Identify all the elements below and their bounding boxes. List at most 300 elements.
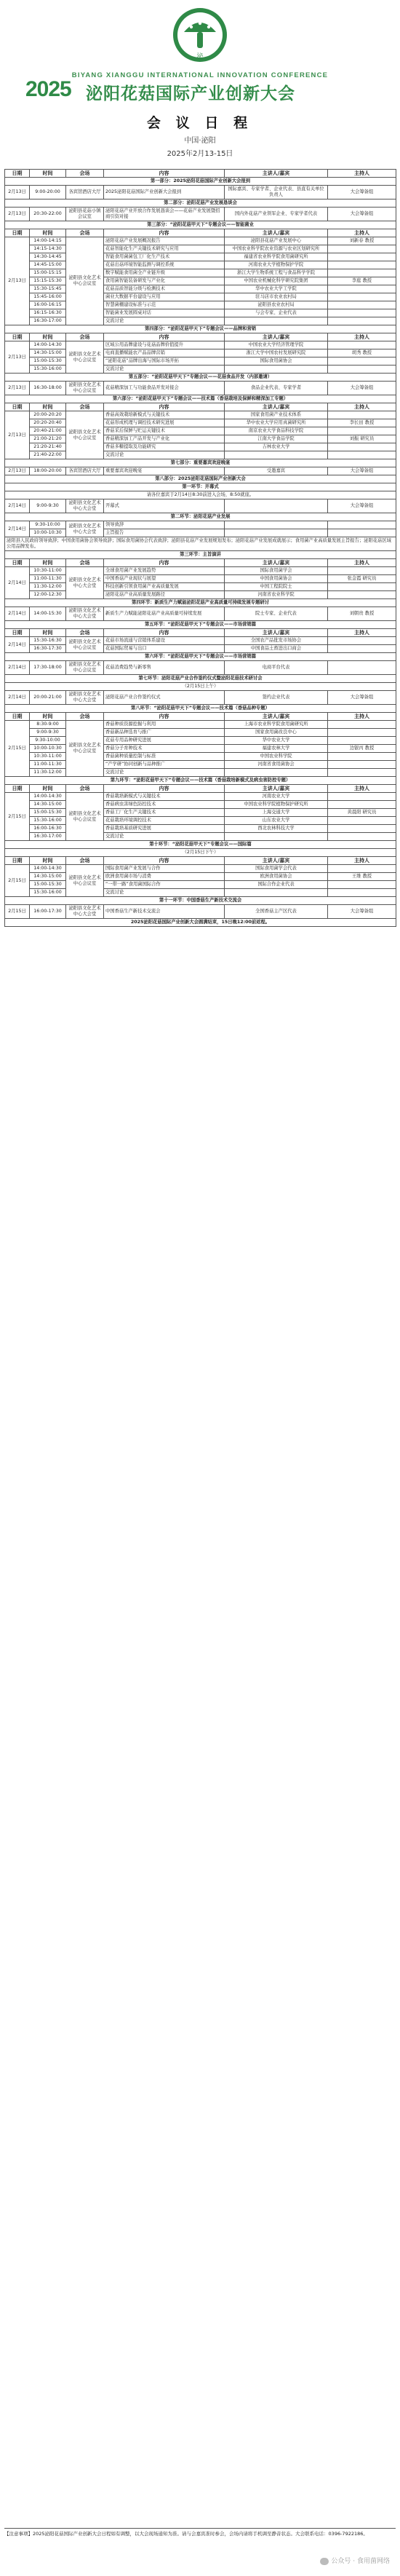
- table-row: [5, 443, 396, 451]
- content-cell: 香菇栽培基质研究进展: [104, 825, 225, 833]
- host-cell: 刘新春 教授: [328, 237, 396, 245]
- speaker-cell: 中国农业科学院植物保护研究所: [225, 801, 328, 809]
- venue-cell: 各宾馆酒店大厅: [66, 186, 104, 199]
- column-header: 会场: [66, 713, 104, 721]
- table-row: [5, 357, 396, 366]
- section-title-row: [5, 599, 396, 607]
- section-title-row: [5, 221, 396, 229]
- host-cell: 张金霞 研究员: [328, 575, 396, 583]
- column-header: 主讲人/嘉宾: [225, 857, 328, 865]
- section-title-row: [5, 199, 396, 208]
- section-title-row: [5, 919, 396, 927]
- content-cell: 主旨报告: [104, 529, 225, 537]
- column-header: 日期: [5, 629, 30, 637]
- time-cell: 21:40-22:00: [30, 451, 66, 459]
- section-title: 第十环节：“泌阳花菇甲天下”专题会议——国际篇: [5, 841, 396, 849]
- table-row: [5, 637, 396, 645]
- column-header: 会场: [66, 229, 104, 237]
- time-cell: 16:30-17:00: [30, 317, 66, 325]
- venue-cell: 泌阳县花菇小镇会议室: [66, 208, 104, 221]
- host-cell: [328, 881, 396, 889]
- content-cell: 泌阳花菇产业开放合作发展恳谈会——花菇产业发展暨招商引资对接: [104, 208, 225, 221]
- table-row: [5, 499, 396, 513]
- date-cell: 2月13日: [5, 382, 30, 395]
- section-title-row: [5, 705, 396, 713]
- time-cell: 15:30-16:00: [30, 366, 66, 374]
- section-title-row: [5, 325, 396, 333]
- host-cell: [328, 729, 396, 737]
- table-row: [5, 435, 396, 443]
- speaker-cell: 江南大学食品学院: [225, 435, 328, 443]
- column-header: 时间: [30, 713, 66, 721]
- time-cell: 16:30-18:00: [30, 382, 66, 395]
- table-header-row: [5, 785, 396, 793]
- table-row: [5, 865, 396, 873]
- section-title-row: [5, 395, 396, 403]
- host-cell: 大会筹备组: [328, 382, 396, 395]
- section-title-row: [5, 841, 396, 849]
- agenda-block: 泌阳县人民政府领导致辞；中国食用菌协会领导致辞；国际食用菌协会代表致辞；泌阳县花菇产业发展规划发布；泌阳花菇产业发展成就展示；食用菌产业高质量发展主旨报告；泌阳花菇区域公用品牌发布。: [5, 537, 396, 551]
- content-cell: 全球食用菌产业发展趋势: [104, 567, 225, 575]
- section-title: 第七部分：重要嘉宾欢迎晚宴: [5, 459, 396, 467]
- speaker-cell: 中国农业大学经济管理学院: [225, 341, 328, 349]
- column-header: 内容: [104, 229, 225, 237]
- section-title-row: [5, 459, 396, 467]
- content-cell: 泌阳花菇产业发展概况报告: [104, 237, 225, 245]
- table-row: [5, 451, 396, 459]
- column-header: 时间: [30, 857, 66, 865]
- host-cell: [328, 253, 396, 261]
- column-header: 会场: [66, 857, 104, 865]
- time-cell: 14:45-15:00: [30, 261, 66, 269]
- speaker-cell: 上海交通大学: [225, 809, 328, 817]
- time-cell: 10:30-11:00: [30, 567, 66, 575]
- column-header: 时间: [30, 229, 66, 237]
- schedule-place: 中国·泌阳: [184, 137, 216, 145]
- column-header: 会场: [66, 333, 104, 341]
- venue-cell: 各宾馆酒店大厅: [66, 467, 104, 475]
- section-title: 第七环节：泌阳花菇产业合作签约仪式暨泌阳花菇技术研讨会: [5, 675, 396, 683]
- table-row: [5, 269, 396, 277]
- content-cell: 香菇种质资源挖掘与利用: [104, 721, 225, 729]
- speaker-cell: [225, 833, 328, 841]
- section-title: 第五部分：“泌阳花菇甲天下”专题会议——花菇食品开发（内部邀请）: [5, 374, 396, 382]
- table-row: [5, 583, 396, 591]
- column-header: 主讲人/嘉宾: [225, 713, 328, 721]
- host-cell: 王维 教授: [328, 873, 396, 881]
- time-cell: 16:00-17:30: [30, 905, 66, 919]
- time-cell: 15:30-16:30: [30, 637, 66, 645]
- section-title: 第一部分：2025泌阳花菇国际产业创新大会报到: [5, 178, 396, 186]
- date-cell: 2月13日: [5, 411, 30, 459]
- time-cell: 15:45-16:00: [30, 293, 66, 301]
- speaker-cell: 电商平台代表: [225, 661, 328, 675]
- section-title: 第六部分：“泌阳花菇甲天下”专题会议——技术篇（香菇栽培及保鲜和精深加工专题）: [5, 395, 396, 403]
- table-row: [5, 419, 396, 427]
- content-cell: 花菇市场流通与营销体系建设: [104, 637, 225, 645]
- speaker-cell: 浙江大学中国农村发展研究院: [225, 349, 328, 357]
- content-cell: 领导致辞: [104, 521, 225, 529]
- content-cell: 数字赋能食用菌全产业链升级: [104, 269, 225, 277]
- host-cell: [328, 645, 396, 653]
- content-cell: 2025泌阳花菇国际产业创新大会报到: [104, 186, 225, 199]
- host-cell: 大会筹备组: [328, 905, 396, 919]
- venue-cell: 泌阳县文化艺术中心会议室: [66, 793, 104, 841]
- speaker-cell: 中国农业机械化科学研究院集团: [225, 277, 328, 285]
- time-cell: 21:20-21:40: [30, 443, 66, 451]
- table-row: [5, 645, 396, 653]
- time-cell: 14:00-14:30: [30, 341, 66, 349]
- speaker-cell: 食品企业代表、专家学者: [225, 382, 328, 395]
- column-header: 主讲人/嘉宾: [225, 333, 328, 341]
- date-cell: 2月14日: [5, 691, 30, 705]
- venue-cell: 泌阳县文化艺术中心会议室: [66, 721, 104, 777]
- column-header: 会场: [66, 403, 104, 411]
- column-header: 主讲人/嘉宾: [225, 170, 328, 178]
- time-cell: 10:00-10:30: [30, 529, 66, 537]
- content-cell: 新质生产力赋能泌阳花菇产业高质量可持续发展: [104, 607, 225, 621]
- content-cell: 重要嘉宾欢迎晚宴: [104, 467, 225, 475]
- footer: [4, 2528, 396, 2572]
- venue-cell: 泌阳县文化艺术中心大会堂: [66, 607, 104, 621]
- speaker-cell: 签约企业代表: [225, 691, 328, 705]
- date-cell: 2月14日: [5, 637, 30, 653]
- host-cell: [328, 825, 396, 833]
- column-header: 会场: [66, 170, 104, 178]
- content-cell: 智慧菌棚建设标准与示范: [104, 301, 225, 309]
- content-cell: 花菇专用品种研究进展: [104, 737, 225, 745]
- speaker-cell: 泌阳县花菇产业发展中心: [225, 237, 328, 245]
- logo-text: 泌: [196, 53, 204, 60]
- content-cell: 香菇分子育种技术: [104, 745, 225, 753]
- section-title-row: [5, 897, 396, 905]
- table-row: [5, 186, 396, 199]
- speaker-cell: 国内外花菇产业领军企业、专家学者代表: [225, 208, 328, 221]
- table-row: [5, 607, 396, 621]
- content-cell: 泌阳花菇产业高质量发展路径: [104, 591, 225, 599]
- venue-cell: 泌阳县文化艺术中心会议室: [66, 411, 104, 459]
- table-header-row: [5, 629, 396, 637]
- section-title: 第二环节：泌阳花菇产业发展: [5, 513, 396, 521]
- table-row: [5, 833, 396, 841]
- column-header: 时间: [30, 559, 66, 567]
- section-note-row: [5, 849, 396, 857]
- host-cell: [328, 366, 396, 374]
- column-header: 日期: [5, 333, 30, 341]
- time-cell: 15:30-16:00: [30, 889, 66, 897]
- speaker-cell: 中国食品土畜进出口商会: [225, 645, 328, 653]
- column-header: 主持人: [328, 857, 396, 865]
- host-cell: [328, 521, 396, 529]
- host-cell: [328, 317, 396, 325]
- column-header: 主讲人/嘉宾: [225, 629, 328, 637]
- time-cell: 9:00-9:30: [30, 729, 66, 737]
- table-row: [5, 467, 396, 475]
- content-cell: 香菇采后保鲜与贮运关键技术: [104, 427, 225, 435]
- column-header: 主持人: [328, 229, 396, 237]
- column-header: 会场: [66, 559, 104, 567]
- host-cell: 大会筹备组: [328, 208, 396, 221]
- host-cell: [328, 293, 396, 301]
- date-cell: 2月13日: [5, 341, 30, 374]
- speaker-cell: 欧洲食用菌协会: [225, 873, 328, 881]
- host-cell: 黄晨阳 研究员: [328, 809, 396, 817]
- host-cell: [328, 721, 396, 729]
- table-row: [5, 537, 396, 551]
- date-cell: 2月13日: [5, 237, 30, 325]
- speaker-cell: 华中农业大学应用真菌研究所: [225, 419, 328, 427]
- host-cell: [328, 357, 396, 366]
- host-cell: [328, 661, 396, 675]
- table-row: [5, 753, 396, 761]
- column-header: 内容: [104, 857, 225, 865]
- content-cell: 花菇消费趋势与新零售: [104, 661, 225, 675]
- venue-cell: 泌阳县文化艺术中心会议室: [66, 382, 104, 395]
- host-cell: [328, 427, 396, 435]
- column-header: 时间: [30, 403, 66, 411]
- speaker-cell: 全国农产品批发市场协会: [225, 637, 328, 645]
- time-cell: 11:30-12:00: [30, 583, 66, 591]
- column-header: 内容: [104, 629, 225, 637]
- venue-cell: 泌阳县文化艺术中心大会堂: [66, 567, 104, 599]
- date-cell: 2月13日: [5, 467, 30, 475]
- content-cell: 开幕式: [104, 499, 225, 513]
- section-title: 第六环节：“泌阳花菇甲天下”专题会议——市场营销篇: [5, 653, 396, 661]
- date-cell: 2月14日: [5, 661, 30, 675]
- section-title-row: [5, 513, 396, 521]
- section-note: （2月15日上午）: [5, 683, 396, 691]
- table-row: [5, 237, 396, 245]
- time-cell: 15:15-15:30: [30, 277, 66, 285]
- table-header-row: [5, 713, 396, 721]
- column-header: 会场: [66, 785, 104, 793]
- content-cell: 花菇出菇环境智能监测与调控系统: [104, 261, 225, 269]
- speaker-cell: 河南农业大学植物保护学院: [225, 261, 328, 269]
- column-header: 时间: [30, 785, 66, 793]
- table-row: [5, 301, 396, 309]
- date-cell: 2月14日: [5, 607, 30, 621]
- table-row: [5, 293, 396, 301]
- content-cell: 交流讨论: [104, 769, 225, 777]
- host-cell: 大会筹备组: [328, 467, 396, 475]
- table-row: [5, 317, 396, 325]
- time-cell: 11:00-11:30: [30, 761, 66, 769]
- time-cell: 16:30-17:30: [30, 645, 66, 653]
- speaker-cell: 国家食用菌改良中心: [225, 729, 328, 737]
- table-header-row: [5, 857, 396, 865]
- host-cell: [328, 737, 396, 745]
- date-cell: 2月13日: [5, 186, 30, 199]
- section-title: 第八部分：2025泌阳花菇国际产业创新大会: [5, 475, 396, 483]
- time-cell: 10:00-10:30: [30, 745, 66, 753]
- speaker-cell: 河南农业大学: [225, 793, 328, 801]
- content-cell: 香菇工厂化生产关键技术: [104, 809, 225, 817]
- conference-name-en: BIYANG XIANGGU INTERNATIONAL INNOVATION CONFERENCE: [71, 71, 329, 79]
- column-header: 日期: [5, 170, 30, 178]
- speaker-cell: 山东农业大学: [225, 817, 328, 825]
- speaker-cell: [225, 317, 328, 325]
- content-cell: “泌阳花菇”品牌出海与国际市场开拓: [104, 357, 225, 366]
- section-title-row: [5, 675, 396, 683]
- section-title: 第八环节：“泌阳花菇甲天下”专题会议——技术篇（香菇品种专题）: [5, 705, 396, 713]
- venue-cell: 泌阳县文化艺术中心大会堂: [66, 499, 104, 513]
- section-title-row: [5, 475, 396, 483]
- wechat-account: 公众号 · 食用菌网络: [331, 2558, 390, 2565]
- section-title-row: [5, 374, 396, 382]
- host-cell: 李长田 教授: [328, 419, 396, 427]
- host-cell: [328, 309, 396, 317]
- column-header: 日期: [5, 229, 30, 237]
- speaker-cell: 河南省食用菌协会: [225, 761, 328, 769]
- section-note: 请各位嘉宾于2月14日8:30前进入会场，8:50就座。: [5, 491, 396, 499]
- speaker-cell: 泌阳县农业农村局: [225, 301, 328, 309]
- table-row: [5, 285, 396, 293]
- venue-cell: 泌阳县文化艺术中心会议室: [66, 865, 104, 897]
- time-cell: 20:00-20:20: [30, 411, 66, 419]
- date-cell: 2月14日: [5, 499, 30, 513]
- speaker-cell: 驻马店市农业农村局: [225, 293, 328, 301]
- host-cell: 大会筹备组: [328, 691, 396, 705]
- time-cell: 17:30-18:00: [30, 661, 66, 675]
- table-row: [5, 427, 396, 435]
- speaker-cell: 福建农林大学: [225, 745, 328, 753]
- column-header: 日期: [5, 785, 30, 793]
- column-header: 时间: [30, 333, 66, 341]
- content-cell: 香菇精深加工产品开发与产业化: [104, 435, 225, 443]
- table-header-row: [5, 403, 396, 411]
- time-cell: 15:30-16:00: [30, 817, 66, 825]
- table-row: [5, 809, 396, 817]
- time-cell: 15:00-15:30: [30, 357, 66, 366]
- time-cell: 11:30-12:00: [30, 769, 66, 777]
- content-cell: 交流讨论: [104, 833, 225, 841]
- column-header: 内容: [104, 403, 225, 411]
- table-row: [5, 382, 396, 395]
- venue-cell: 泌阳县文化艺术中心大会堂: [66, 691, 104, 705]
- table-row: [5, 729, 396, 737]
- table-row: [5, 245, 396, 253]
- table-row: [5, 761, 396, 769]
- time-cell: 14:00-14:15: [30, 237, 66, 245]
- table-row: [5, 575, 396, 583]
- column-header: 主讲人/嘉宾: [225, 559, 328, 567]
- host-cell: [328, 529, 396, 537]
- date-cell: 2月15日: [5, 905, 30, 919]
- time-cell: 14:15-14:30: [30, 245, 66, 253]
- section-title-row: [5, 621, 396, 629]
- content-cell: 中国香菇生产新技术交流会: [104, 905, 225, 919]
- host-cell: [328, 301, 396, 309]
- speaker-cell: 国家食用菌产业技术体系: [225, 411, 328, 419]
- date-cell: 2月15日: [5, 793, 30, 841]
- section-title: 第一环节：开幕式: [5, 483, 396, 491]
- section-title-row: [5, 483, 396, 491]
- column-header: 内容: [104, 785, 225, 793]
- speaker-cell: 中国工程院院士: [225, 583, 328, 591]
- table-row: [5, 661, 396, 675]
- table-row: [5, 825, 396, 833]
- host-cell: 刘朝贵 教授: [328, 607, 396, 621]
- content-cell: 交流讨论: [104, 451, 225, 459]
- speaker-cell: 国际合作企业代表: [225, 881, 328, 889]
- table-header-row: [5, 170, 396, 178]
- speaker-cell: [225, 529, 328, 537]
- table-row: [5, 873, 396, 881]
- wechat-icon: [320, 2558, 329, 2565]
- speaker-cell: 国际嘉宾、专家学者、企业代表、县直有关单位负责人: [225, 186, 328, 199]
- speaker-cell: 华中农业大学: [225, 737, 328, 745]
- venue-cell: 泌阳县文化艺术中心会议室: [66, 341, 104, 374]
- content-cell: 交流讨论: [104, 317, 225, 325]
- table-row: [5, 521, 396, 529]
- speaker-cell: 南京农业大学食品科技学院: [225, 427, 328, 435]
- speaker-cell: 西北农林科技大学: [225, 825, 328, 833]
- table-row: [5, 801, 396, 809]
- section-title: 第十一环节：中国香菇生产新技术交流会: [5, 897, 396, 905]
- venue-cell: 泌阳县文化艺术中心大会堂: [66, 521, 104, 537]
- column-header: 主持人: [328, 785, 396, 793]
- content-cell: 国际食用菌产业发展与合作: [104, 865, 225, 873]
- time-cell: 10:30-11:00: [30, 753, 66, 761]
- date-cell: 2月14日: [5, 567, 30, 599]
- speaker-cell: 中国农业科学院: [225, 753, 328, 761]
- speaker-cell: 吉林农业大学: [225, 443, 328, 451]
- content-cell: 科技创新引领食用菌产业高质量发展: [104, 583, 225, 591]
- section-title: 第四环节：新质生产力赋能泌阳花菇产业高质量可持续发展专题研讨: [5, 599, 396, 607]
- host-cell: [328, 817, 396, 825]
- section-title: 第三部分：“泌阳花菇甲天下”专题会议——智能菌业: [5, 221, 396, 229]
- column-header: 主持人: [328, 170, 396, 178]
- table-row: [5, 889, 396, 897]
- column-header: 内容: [104, 559, 225, 567]
- column-header: 时间: [30, 170, 66, 178]
- venue-cell: 泌阳县文化艺术中心会议室: [66, 661, 104, 675]
- time-cell: 21:00-21:20: [30, 435, 66, 443]
- host-cell: 大会筹备组: [328, 186, 396, 199]
- host-cell: 大会筹备组: [328, 499, 396, 513]
- conference-header: [0, 0, 400, 167]
- wechat-watermark: [320, 2556, 390, 2565]
- table-row: [5, 341, 396, 349]
- venue-cell: 泌阳县文化艺术中心大会堂: [66, 905, 104, 919]
- speaker-cell: 国际食用菌学会代表: [225, 865, 328, 873]
- table-row: [5, 769, 396, 777]
- column-header: 主持人: [328, 333, 396, 341]
- content-cell: 香菇高效栽培新模式与关键技术: [104, 411, 225, 419]
- time-cell: 14:00-14:30: [30, 793, 66, 801]
- table-row: [5, 567, 396, 575]
- table-header-row: [5, 333, 396, 341]
- content-cell: 交流讨论: [104, 889, 225, 897]
- conference-year: 2025: [25, 77, 71, 101]
- column-header: 主讲人/嘉宾: [225, 229, 328, 237]
- table-row: [5, 591, 396, 599]
- host-cell: [328, 261, 396, 269]
- host-cell: [328, 341, 396, 349]
- section-title: 第九环节：“泌阳花菇甲天下”专题会议——技术篇（香菇栽培新模式及病虫害防控专题）: [5, 777, 396, 785]
- speaker-cell: 上海市农业科学院食用菌研究所: [225, 721, 328, 729]
- time-cell: 14:00-14:30: [30, 865, 66, 873]
- host-cell: [328, 801, 396, 809]
- content-cell: 香菇菌种质量控制与标准: [104, 753, 225, 761]
- host-cell: [328, 285, 396, 293]
- column-header: 日期: [5, 403, 30, 411]
- column-header: 主讲人/嘉宾: [225, 785, 328, 793]
- content-cell: “产学研”协同创新与品种推广: [104, 761, 225, 769]
- time-cell: 15:00-15:30: [30, 809, 66, 817]
- table-row: [5, 529, 396, 537]
- content-cell: 菌业大数据平台建设与应用: [104, 293, 225, 301]
